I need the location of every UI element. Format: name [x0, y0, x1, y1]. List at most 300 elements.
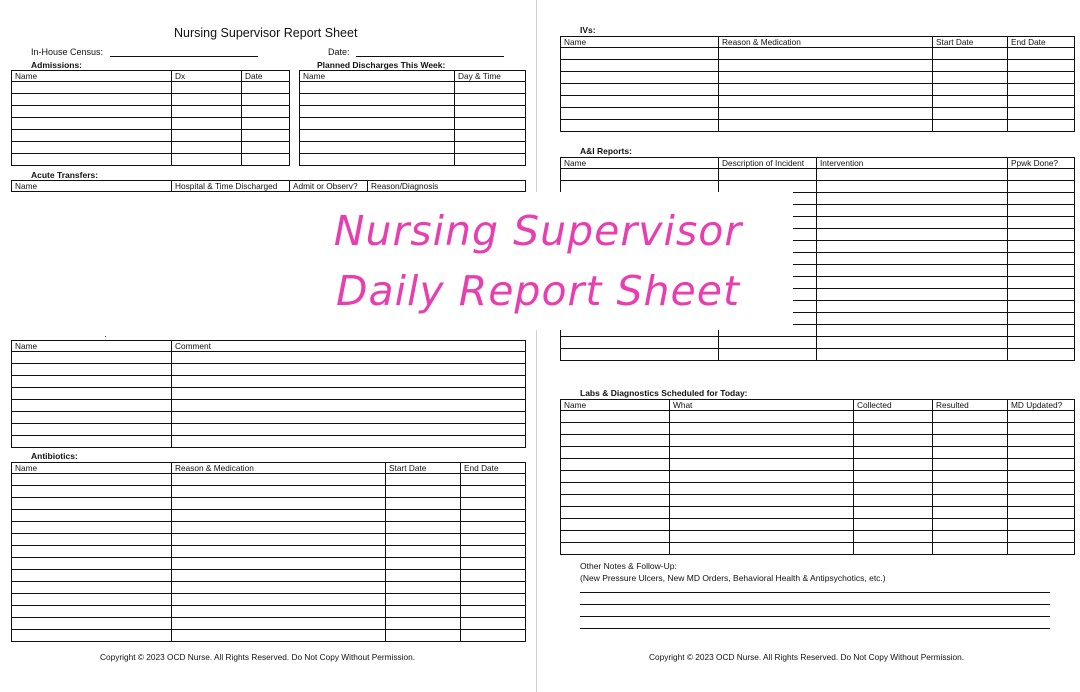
table-cell[interactable]	[1008, 265, 1075, 277]
table-cell[interactable]	[1008, 217, 1075, 229]
table-cell[interactable]	[854, 471, 933, 483]
table-cell[interactable]	[461, 630, 526, 642]
table-cell[interactable]	[817, 169, 1008, 181]
table-cell[interactable]	[1008, 169, 1075, 181]
table-cell[interactable]	[386, 510, 461, 522]
table-cell[interactable]	[172, 130, 242, 142]
table-cell[interactable]	[172, 534, 386, 546]
table-cell[interactable]	[242, 106, 290, 118]
table-cell[interactable]	[719, 84, 933, 96]
table-cell[interactable]	[12, 400, 172, 412]
table-cell[interactable]	[12, 618, 172, 630]
table-row	[12, 94, 290, 106]
table-cell[interactable]	[670, 531, 854, 543]
table-cell[interactable]	[1008, 96, 1075, 108]
table-cell[interactable]	[561, 495, 670, 507]
table-cell[interactable]	[12, 142, 172, 154]
table-cell[interactable]	[461, 546, 526, 558]
table-cell[interactable]	[455, 94, 526, 106]
table-cell[interactable]	[300, 106, 455, 118]
table-cell[interactable]	[12, 498, 172, 510]
table-cell[interactable]	[12, 522, 172, 534]
table-cell[interactable]	[561, 84, 719, 96]
table-cell[interactable]	[933, 411, 1008, 423]
table-cell[interactable]	[461, 474, 526, 486]
census-label: In-House Census:	[31, 47, 104, 57]
table-row	[561, 48, 1075, 60]
table-cell[interactable]	[455, 118, 526, 130]
table-cell[interactable]	[670, 447, 854, 459]
table-cell[interactable]	[172, 498, 386, 510]
table-cell[interactable]	[817, 301, 1008, 313]
table-cell[interactable]	[386, 498, 461, 510]
table-cell[interactable]	[1008, 495, 1075, 507]
table-cell[interactable]	[670, 435, 854, 447]
table-row	[561, 519, 1075, 531]
table-cell[interactable]	[455, 130, 526, 142]
census-field[interactable]	[110, 56, 258, 57]
table-cell[interactable]	[561, 349, 719, 361]
table-cell[interactable]	[1008, 60, 1075, 72]
table-cell[interactable]	[461, 510, 526, 522]
table-cell[interactable]	[300, 82, 455, 94]
table-cell[interactable]	[854, 495, 933, 507]
table-cell[interactable]	[461, 534, 526, 546]
table-cell[interactable]	[12, 352, 172, 364]
table-cell[interactable]	[386, 582, 461, 594]
table-cell[interactable]	[12, 546, 172, 558]
table-cell[interactable]	[561, 423, 670, 435]
table-cell[interactable]	[670, 519, 854, 531]
table-cell[interactable]	[933, 447, 1008, 459]
table-row	[561, 84, 1075, 96]
table-row	[561, 423, 1075, 435]
table-row	[12, 130, 290, 142]
table-cell[interactable]	[1008, 48, 1075, 60]
table-cell[interactable]	[12, 558, 172, 570]
table-cell[interactable]	[817, 313, 1008, 325]
table-cell[interactable]	[12, 436, 172, 448]
table-cell[interactable]	[561, 337, 719, 349]
table-cell[interactable]	[12, 534, 172, 546]
table-cell[interactable]	[172, 630, 386, 642]
table-row	[300, 154, 526, 166]
table-cell[interactable]	[242, 94, 290, 106]
table-cell[interactable]	[719, 337, 817, 349]
table-cell[interactable]	[1008, 229, 1075, 241]
table-cell[interactable]	[1008, 301, 1075, 313]
table-cell[interactable]	[1008, 435, 1075, 447]
table-cell[interactable]	[1008, 205, 1075, 217]
table-cell[interactable]	[172, 106, 242, 118]
table-cell[interactable]	[933, 84, 1008, 96]
column-header: Resulted	[933, 400, 1008, 411]
table-cell[interactable]	[12, 118, 172, 130]
planned-discharges-table	[299, 70, 526, 166]
table-cell[interactable]	[817, 265, 1008, 277]
table-cell[interactable]	[12, 364, 172, 376]
column-header: Name	[12, 71, 172, 82]
table-cell[interactable]	[172, 510, 386, 522]
table-cell[interactable]	[1008, 507, 1075, 519]
table-cell[interactable]	[854, 507, 933, 519]
table-cell[interactable]	[854, 423, 933, 435]
table-cell[interactable]	[561, 459, 670, 471]
table-cell[interactable]	[386, 486, 461, 498]
table-row	[561, 483, 1075, 495]
table-cell[interactable]	[1008, 289, 1075, 301]
date-label: Date:	[328, 47, 350, 57]
table-cell[interactable]	[817, 289, 1008, 301]
table-cell[interactable]	[242, 82, 290, 94]
table-cell[interactable]	[172, 486, 386, 498]
table-row	[300, 130, 526, 142]
column-header: Name	[12, 181, 172, 192]
table-cell[interactable]	[854, 411, 933, 423]
table-cell[interactable]	[12, 388, 172, 400]
table-cell[interactable]	[172, 558, 386, 570]
notes-line[interactable]	[580, 592, 1050, 593]
table-row	[561, 120, 1075, 132]
table-cell[interactable]	[933, 48, 1008, 60]
table-cell[interactable]	[12, 376, 172, 388]
table-cell[interactable]	[719, 181, 817, 193]
notes-line[interactable]	[580, 604, 1050, 605]
copyright-text: Copyright © 2023 OCD Nurse. All Rights Reserved. Do Not Copy Without Permission.	[100, 652, 416, 662]
table-row	[12, 412, 526, 424]
table-cell[interactable]	[1008, 519, 1075, 531]
table-cell[interactable]	[172, 474, 386, 486]
table-cell[interactable]	[670, 507, 854, 519]
table-cell[interactable]	[933, 60, 1008, 72]
table-cell[interactable]	[386, 570, 461, 582]
table-cell[interactable]	[854, 483, 933, 495]
table-cell[interactable]	[242, 130, 290, 142]
table-cell[interactable]	[933, 459, 1008, 471]
table-cell[interactable]	[561, 471, 670, 483]
table-cell[interactable]	[854, 531, 933, 543]
table-cell[interactable]	[854, 459, 933, 471]
table-cell[interactable]	[561, 120, 719, 132]
table-cell[interactable]	[670, 423, 854, 435]
table-cell[interactable]	[12, 594, 172, 606]
table-cell[interactable]	[1008, 337, 1075, 349]
table-cell[interactable]	[670, 459, 854, 471]
table-cell[interactable]	[172, 94, 242, 106]
table-cell[interactable]	[172, 522, 386, 534]
table-row	[12, 582, 526, 594]
table-cell[interactable]	[817, 181, 1008, 193]
table-cell[interactable]	[561, 543, 670, 555]
table-cell[interactable]	[817, 217, 1008, 229]
table-cell[interactable]	[1008, 349, 1075, 361]
table-cell[interactable]	[817, 277, 1008, 289]
table-cell[interactable]	[172, 606, 386, 618]
table-row	[12, 558, 526, 570]
ivs-heading: IVs:	[580, 25, 596, 35]
table-cell[interactable]	[933, 543, 1008, 555]
table-cell[interactable]	[12, 412, 172, 424]
table-cell[interactable]	[172, 118, 242, 130]
column-header: End Date	[1008, 37, 1075, 48]
table-row	[561, 349, 1075, 361]
other-notes-subheading: (New Pressure Ulcers, New MD Orders, Behavioral Health & Antipsychotics, etc.)	[580, 573, 886, 583]
table-cell[interactable]	[817, 349, 1008, 361]
comments-table	[11, 340, 526, 448]
column-header: Collected	[854, 400, 933, 411]
table-cell[interactable]	[854, 447, 933, 459]
column-header: End Date	[461, 463, 526, 474]
table-cell[interactable]	[300, 94, 455, 106]
table-cell[interactable]	[12, 486, 172, 498]
table-cell[interactable]	[933, 72, 1008, 84]
table-cell[interactable]	[1008, 120, 1075, 132]
table-cell[interactable]	[561, 483, 670, 495]
table-row	[12, 594, 526, 606]
table-cell[interactable]	[561, 60, 719, 72]
table-cell[interactable]	[461, 606, 526, 618]
table-cell[interactable]	[817, 325, 1008, 337]
labs-heading: Labs & Diagnostics Scheduled for Today:	[580, 388, 748, 398]
table-cell[interactable]	[12, 570, 172, 582]
table-cell[interactable]	[172, 364, 526, 376]
table-cell[interactable]	[1008, 423, 1075, 435]
table-row	[12, 534, 526, 546]
table-cell[interactable]	[172, 546, 386, 558]
table-cell[interactable]	[719, 108, 933, 120]
table-cell[interactable]	[461, 486, 526, 498]
table-cell[interactable]	[172, 400, 526, 412]
table-cell[interactable]	[561, 72, 719, 84]
table-cell[interactable]	[12, 82, 172, 94]
table-cell[interactable]	[1008, 531, 1075, 543]
table-cell[interactable]	[719, 72, 933, 84]
table-cell[interactable]	[561, 531, 670, 543]
table-cell[interactable]	[461, 582, 526, 594]
table-cell[interactable]	[386, 522, 461, 534]
table-row	[12, 474, 526, 486]
table-cell[interactable]	[817, 205, 1008, 217]
admissions-table	[11, 70, 290, 166]
table-cell[interactable]	[172, 376, 526, 388]
table-cell[interactable]	[1008, 241, 1075, 253]
table-cell[interactable]	[300, 142, 455, 154]
table-cell[interactable]	[172, 388, 526, 400]
table-cell[interactable]	[561, 169, 719, 181]
table-cell[interactable]	[461, 594, 526, 606]
table-cell[interactable]	[817, 241, 1008, 253]
table-cell[interactable]	[933, 96, 1008, 108]
table-cell[interactable]	[172, 154, 242, 166]
table-cell[interactable]	[172, 618, 386, 630]
table-cell[interactable]	[12, 154, 172, 166]
table-row	[12, 388, 526, 400]
table-cell[interactable]	[172, 412, 526, 424]
antibiotics-heading: Antibiotics:	[31, 451, 78, 461]
table-cell[interactable]	[172, 82, 242, 94]
table-cell[interactable]	[12, 606, 172, 618]
column-header: Description of Incident	[719, 158, 817, 169]
table-cell[interactable]	[242, 118, 290, 130]
table-cell[interactable]	[1008, 193, 1075, 205]
table-cell[interactable]	[461, 498, 526, 510]
table-cell[interactable]	[561, 96, 719, 108]
table-cell[interactable]	[386, 630, 461, 642]
table-row	[561, 337, 1075, 349]
table-cell[interactable]	[719, 120, 933, 132]
table-row	[561, 96, 1075, 108]
table-cell[interactable]	[12, 106, 172, 118]
table-row	[12, 106, 290, 118]
column-header: Date	[242, 71, 290, 82]
column-header: Dx	[172, 71, 242, 82]
table-cell[interactable]	[719, 48, 933, 60]
column-header: Reason/Diagnosis	[368, 181, 526, 192]
table-cell[interactable]	[933, 435, 1008, 447]
table-row	[12, 436, 526, 448]
table-cell[interactable]	[1008, 447, 1075, 459]
table-cell[interactable]	[461, 558, 526, 570]
table-cell[interactable]	[670, 483, 854, 495]
table-cell[interactable]	[386, 618, 461, 630]
table-cell[interactable]	[933, 495, 1008, 507]
table-cell[interactable]	[817, 337, 1008, 349]
table-cell[interactable]	[12, 582, 172, 594]
table-row	[561, 507, 1075, 519]
table-cell[interactable]	[386, 558, 461, 570]
table-cell[interactable]	[670, 543, 854, 555]
table-cell[interactable]	[455, 82, 526, 94]
table-cell[interactable]	[933, 108, 1008, 120]
notes-line[interactable]	[580, 628, 1050, 629]
ai-reports-heading: A&I Reports:	[580, 146, 632, 156]
table-cell[interactable]	[172, 142, 242, 154]
table-cell[interactable]	[933, 519, 1008, 531]
table-cell[interactable]	[1008, 181, 1075, 193]
table-row	[561, 447, 1075, 459]
table-cell[interactable]	[561, 435, 670, 447]
column-header: Reason & Medication	[719, 37, 933, 48]
table-cell[interactable]	[817, 193, 1008, 205]
table-cell[interactable]	[1008, 277, 1075, 289]
table-cell[interactable]	[386, 606, 461, 618]
table-row	[12, 424, 526, 436]
column-header: MD Updated?	[1008, 400, 1075, 411]
column-header: Intervention	[817, 158, 1008, 169]
column-header: Day & Time	[455, 71, 526, 82]
date-field[interactable]	[356, 56, 504, 57]
table-cell[interactable]	[461, 570, 526, 582]
table-cell[interactable]	[854, 519, 933, 531]
column-header: Name	[300, 71, 455, 82]
table-cell[interactable]	[561, 519, 670, 531]
table-cell[interactable]	[719, 169, 817, 181]
table-cell[interactable]	[817, 253, 1008, 265]
table-cell[interactable]	[561, 181, 719, 193]
other-notes-heading: Other Notes & Follow-Up:	[580, 561, 677, 571]
table-cell[interactable]	[242, 154, 290, 166]
table-row	[12, 522, 526, 534]
table-cell[interactable]	[719, 60, 933, 72]
table-cell[interactable]	[933, 423, 1008, 435]
table-cell[interactable]	[719, 96, 933, 108]
table-cell[interactable]	[12, 630, 172, 642]
table-cell[interactable]	[854, 435, 933, 447]
table-cell[interactable]	[1008, 253, 1075, 265]
table-cell[interactable]	[386, 474, 461, 486]
table-cell[interactable]	[561, 411, 670, 423]
table-cell[interactable]	[1008, 411, 1075, 423]
table-row	[12, 570, 526, 582]
table-cell[interactable]	[817, 229, 1008, 241]
table-cell[interactable]	[1008, 84, 1075, 96]
table-cell[interactable]	[300, 154, 455, 166]
table-cell[interactable]	[561, 447, 670, 459]
table-cell[interactable]	[719, 349, 817, 361]
table-row	[561, 531, 1075, 543]
table-cell[interactable]	[461, 522, 526, 534]
table-cell[interactable]	[1008, 72, 1075, 84]
table-cell[interactable]	[933, 120, 1008, 132]
table-cell[interactable]	[172, 570, 386, 582]
table-cell[interactable]	[670, 471, 854, 483]
table-cell[interactable]	[172, 582, 386, 594]
table-cell[interactable]	[455, 142, 526, 154]
table-cell[interactable]	[854, 543, 933, 555]
table-cell[interactable]	[242, 142, 290, 154]
table-cell[interactable]	[561, 507, 670, 519]
column-header: Start Date	[386, 463, 461, 474]
table-cell[interactable]	[12, 510, 172, 522]
table-cell[interactable]	[172, 424, 526, 436]
table-cell[interactable]	[933, 531, 1008, 543]
table-cell[interactable]	[455, 154, 526, 166]
table-cell[interactable]	[561, 108, 719, 120]
table-cell[interactable]	[172, 352, 526, 364]
table-cell[interactable]	[1008, 313, 1075, 325]
table-row	[12, 154, 290, 166]
table-cell[interactable]	[1008, 108, 1075, 120]
table-cell[interactable]	[1008, 325, 1075, 337]
table-cell[interactable]	[933, 507, 1008, 519]
table-cell[interactable]	[1008, 483, 1075, 495]
notes-line[interactable]	[580, 616, 1050, 617]
table-cell[interactable]	[172, 594, 386, 606]
table-cell[interactable]	[386, 594, 461, 606]
table-cell[interactable]	[1008, 471, 1075, 483]
table-cell[interactable]	[561, 48, 719, 60]
table-cell[interactable]	[455, 106, 526, 118]
table-cell[interactable]	[461, 618, 526, 630]
table-cell[interactable]	[172, 436, 526, 448]
table-cell[interactable]	[300, 118, 455, 130]
table-cell[interactable]	[670, 411, 854, 423]
table-cell[interactable]	[1008, 459, 1075, 471]
table-cell[interactable]	[12, 94, 172, 106]
table-cell[interactable]	[12, 130, 172, 142]
column-header: Name	[561, 37, 719, 48]
table-cell[interactable]	[12, 474, 172, 486]
table-cell[interactable]	[386, 546, 461, 558]
table-cell[interactable]	[933, 471, 1008, 483]
table-cell[interactable]	[933, 483, 1008, 495]
table-cell[interactable]	[300, 130, 455, 142]
table-cell[interactable]	[12, 424, 172, 436]
table-cell[interactable]	[386, 534, 461, 546]
table-cell[interactable]	[1008, 543, 1075, 555]
table-cell[interactable]	[670, 495, 854, 507]
table-row	[12, 630, 526, 642]
